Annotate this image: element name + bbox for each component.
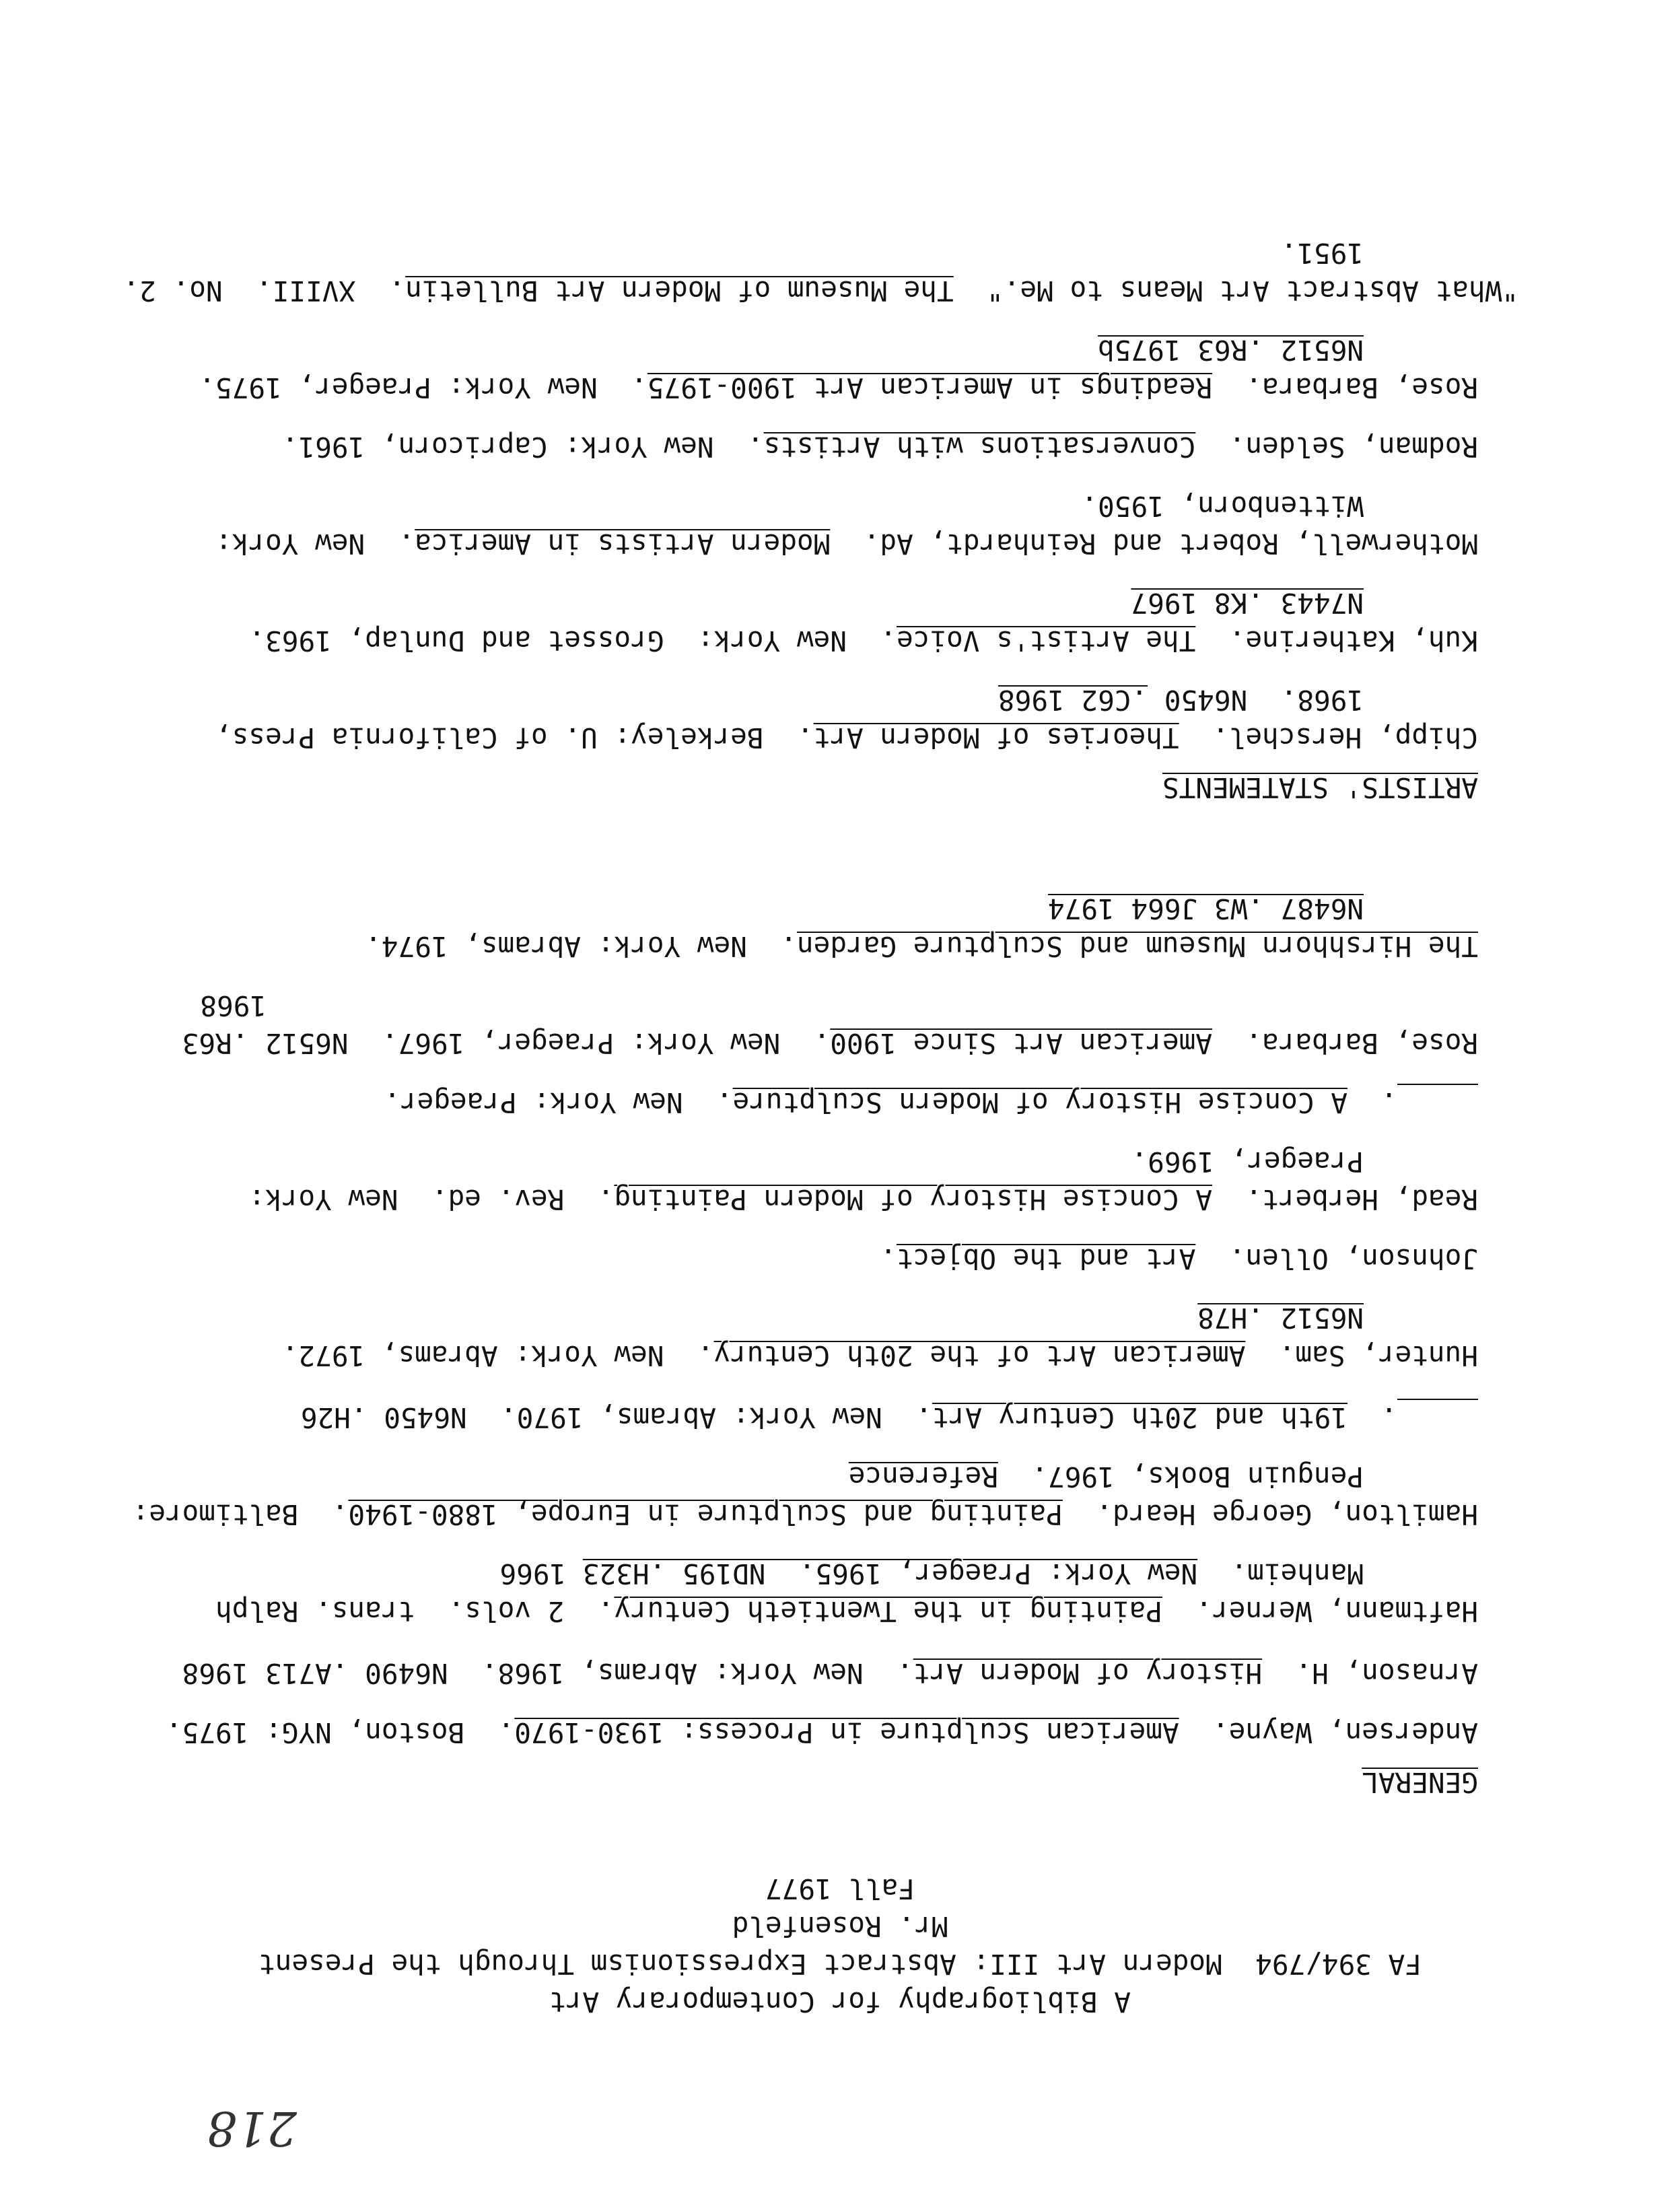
term: Fall 1977	[765, 1873, 915, 1905]
bib-entry-johnson: Johnson, Ollen. Art and the Object.	[880, 1243, 1478, 1275]
bib-entry-motherwell: Motherwell, Robert and Reinhardt, Ad. Modern Artists in America. New York:	[215, 528, 1478, 560]
bib-entry-andersen: Andersen, Wayne. American Sculpture in Process: 1930-1970. Boston, NYG: 1975.	[165, 1716, 1478, 1749]
bib-entry-rose-1975-callnumber: N6512 .R63 1975b	[1098, 334, 1364, 366]
bib-entry-chipp-line2: 1968. N6450 .C62 1968	[998, 684, 1364, 716]
bib-entry-motherwell-line2: Wittenborn, 1950.	[1081, 490, 1364, 522]
bib-entry-read-2: . A Concise History of Modern Sculpture. New York: Praeger.	[384, 1084, 1478, 1121]
bib-entry-chipp: Chipp, Herschel. Theories of Modern Art. Berkeley: U. of California Press,	[215, 722, 1478, 754]
bib-entry-haftmann-line2: Manheim. New York: Praeger, 1965. ND195 .H323 1966	[499, 1558, 1364, 1590]
bib-entry-moma-bulletin-line2: 1951.	[1280, 237, 1364, 269]
section-heading-general: GENERAL	[1362, 1766, 1478, 1798]
handwritten-page-number: 218	[207, 2101, 297, 2156]
bib-entry-hunter: Hunter, Sam. American Art of the 20th Century. New York: Abrams, 1972.	[281, 1339, 1478, 1372]
instructor-name: Mr. Rosenfeld	[732, 1910, 948, 1943]
bib-entry-hamilton-line2: Penguin Books, 1967. Reference	[848, 1461, 1364, 1493]
bib-entry-hirshhorn: The Hirshhorn Museum and Sculpture Garden. New York: Abrams, 1974.	[365, 930, 1478, 963]
bib-entry-arnason: Arnason, H. History of Modern Art. New York: Abrams, 1968. N6490 .A713 1968	[182, 1657, 1478, 1689]
bib-entry-haftmann: Haftmann, Werner. Painting in the Twentieth Century. 2 vols. trans. Ralph	[215, 1595, 1478, 1628]
bib-entry-read-line2: Praeger, 1969.	[1131, 1146, 1364, 1178]
bib-entry-hunter-callnumber: N6512 .H78	[1197, 1302, 1364, 1334]
bib-entry-rose-1975: Rose, Barbara. Readings in American Art 1900-1975. New York: Praeger, 1975.	[199, 372, 1478, 404]
bib-entry-read: Read, Herbert. A Concise History of Modern Painting. Rev. ed. New York:	[248, 1183, 1478, 1216]
bib-entry-rose-1967-line2: 1968	[200, 989, 267, 1022]
bib-entry-moma-bulletin: "What Abstract Art Means to Me." The Museum of Modern Art Bulletin. XVIII. No. 2.	[123, 275, 1518, 307]
bib-entry-kuh-callnumber: N7443 .K8 1967	[1131, 587, 1364, 619]
bib-entry-kuh: Kuh, Katherine. The Artist's Voice. New York: Grosset and Dunlap, 1963.	[248, 625, 1478, 657]
course-title: FA 394/794 Modern Art III: Abstract Expressionism Through the Present	[258, 1948, 1422, 1980]
bib-entry-rodman: Rodman, Selden. Conversations with Artists. New York: Capricorn, 1961.	[281, 431, 1478, 463]
section-heading-artists-statements: ARTISTS' STATEMENTS	[1162, 771, 1478, 804]
bib-entry-hamilton: Hamilton, George Heard. Painting and Sculpture in Europe, 1880-1940. Baltimore:	[132, 1498, 1478, 1531]
bib-entry-hamilton-2: . 19th and 20th Century Art. New York: Abrams, 1970. N6450 .H26	[301, 1399, 1478, 1436]
bibliography-title: A Bibliography for Contemporary Art	[549, 1986, 1131, 2018]
bib-entry-hirshhorn-callnumber: N6487 .W3 J664 1974	[1048, 893, 1364, 925]
bib-entry-rose-1967: Rose, Barbara. American Art Since 1900. New York: Praeger, 1967. N6512 .R63	[182, 1027, 1478, 1059]
